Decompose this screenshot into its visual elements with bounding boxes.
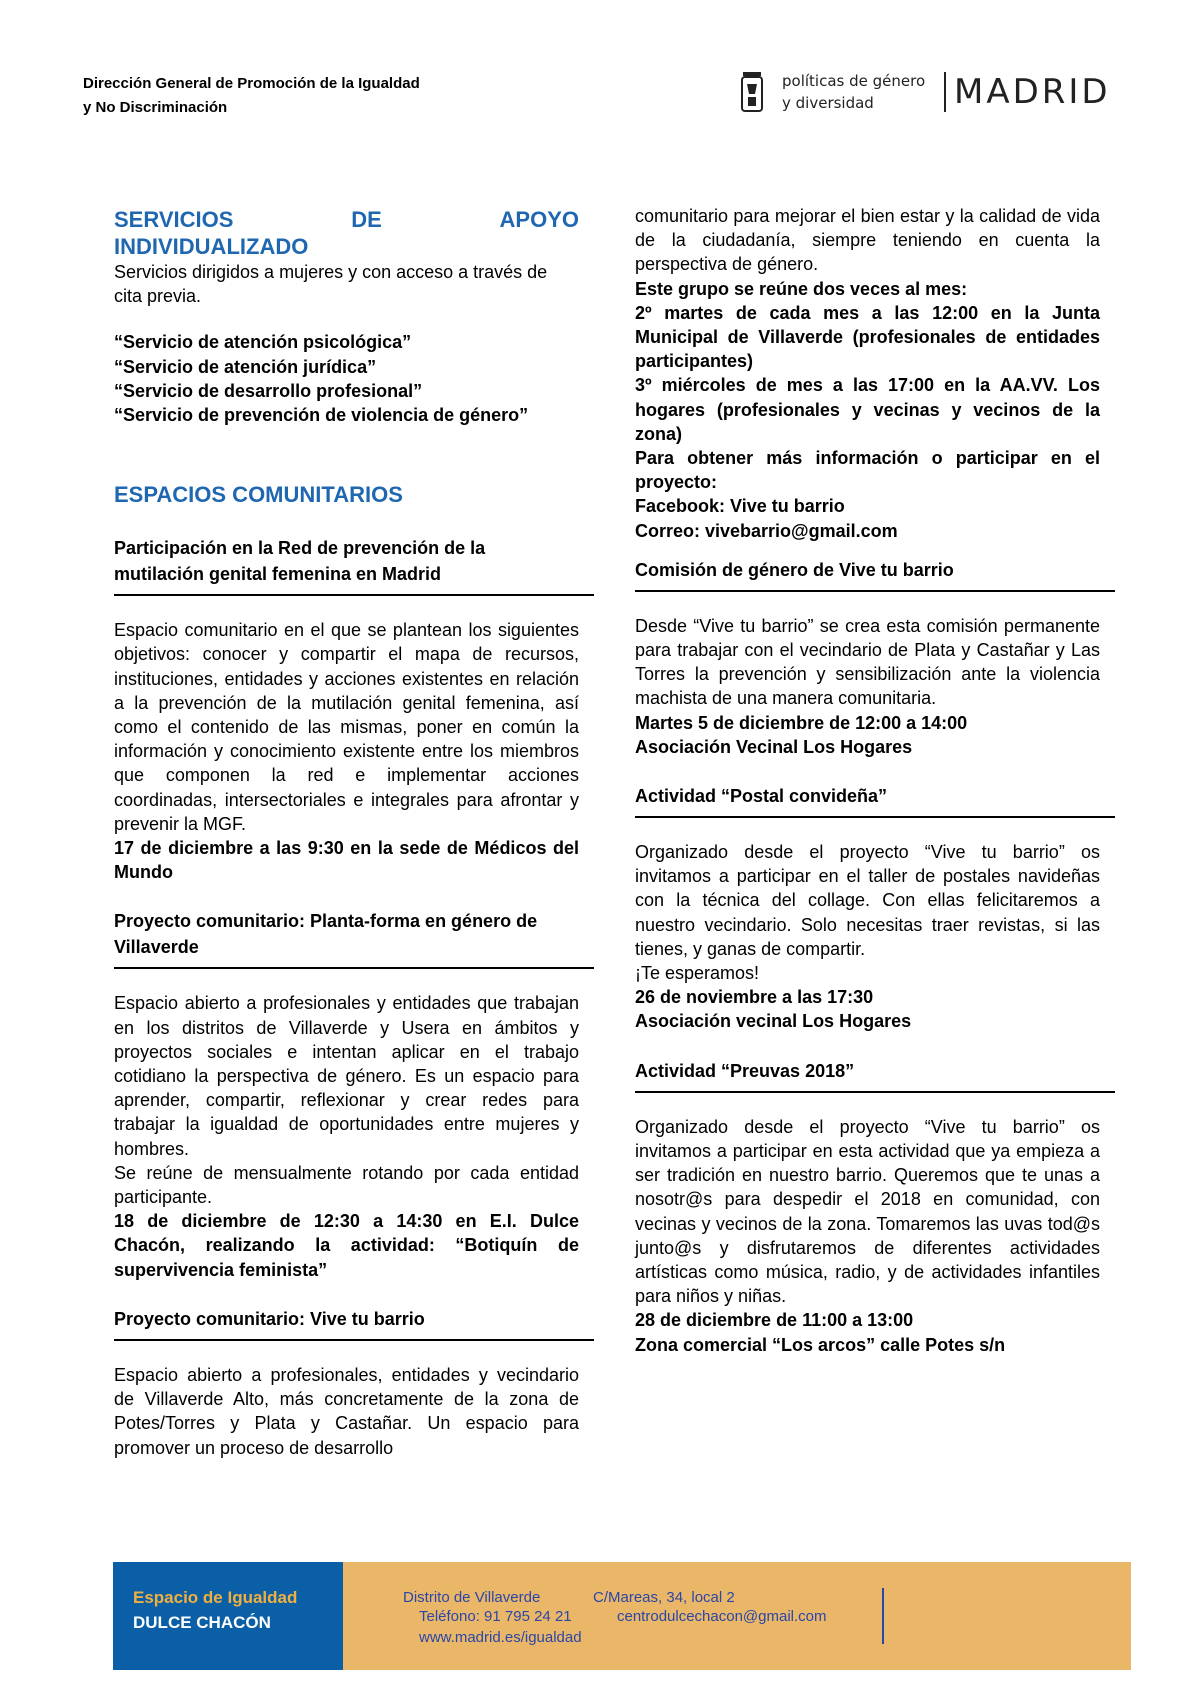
vive-facebook: Facebook: Vive tu barrio (635, 496, 845, 517)
footer-title-2: DULCE CHACÓN (133, 1613, 271, 1632)
footer-divider (882, 1588, 884, 1644)
divider (635, 590, 1115, 592)
footer-phone: Teléfono: 91 795 24 21 (419, 1608, 572, 1625)
comision-where: Asociación Vecinal Los Hogares (635, 736, 913, 757)
vive-meet-2: 3º miércoles de mes a las 17:00 en la AA.VV. Los hogares (profesionales y vecinas y vecinos de la zona) (635, 375, 1100, 444)
service-item: “Servicio de prevención de violencia de género” (114, 405, 529, 426)
red-body: Espacio comunitario en el que se plantean los siguientes objetivos: conocer y compartir el mapa de recursos, instituciones, entidades y acciones existentes en relación a la prevención de la mutilación genital femenina, así como el contenido de las mismas, poner en común la información y conocimiento existente entre los miembros que componen la red e implementar acciones coordinadas, intersectoriales e integrales para afrontar y prevenir la MGF. (114, 620, 579, 834)
vive-info: Para obtener más información o participar en el proyecto: (635, 448, 1100, 493)
preuvas-when: 28 de diciembre de 11:00 a 13:00 (635, 1310, 914, 1331)
red-when: 17 de diciembre a las 9:30 en la sede de Médicos del Mundo (114, 838, 579, 883)
vive-title: Proyecto comunitario: Vive tu barrio (114, 1308, 425, 1329)
vive-meet-1: 2º martes de cada mes a las 12:00 en la Junta Municipal de Villaverde (profesionales de entidades participantes) (635, 302, 1100, 372)
footer-web: www.madrid.es/igualdad (419, 1629, 582, 1646)
planta-title: Proyecto comunitario: Planta-forma en género de Villaverde (114, 911, 538, 958)
footer-district: Distrito de Villaverde (403, 1589, 541, 1606)
right-column (635, 204, 1100, 1357)
planta-body-2: Se reúne de mensualmente rotando por cada entidad participante. (114, 1162, 579, 1208)
red-title: Participación en la Red de prevención de la mutilación genital femenina en Madrid (114, 538, 486, 585)
postal-where: Asociación vecinal Los Hogares (635, 1011, 912, 1032)
vive-meet: Este grupo se reúne dos veces al mes: (635, 278, 968, 299)
logo-text-line-1: políticas de género (782, 72, 926, 90)
postal-when: 26 de noviembre a las 17:30 (635, 987, 874, 1008)
vive-body: Espacio abierto a profesionales, entidades y vecindario de Villaverde Alto, más concretamente de la zona de Potes/Torres y Plata y Castañar. Un espacio para promover un proceso de desarrollo (114, 1364, 579, 1458)
logo-text-line-2: y diversidad (782, 94, 874, 112)
footer-title-block (113, 1562, 343, 1670)
footer-banner (113, 1562, 1131, 1670)
planta-when: 18 de diciembre de 12:30 a 14:30 en E.I. Dulce Chacón, realizando la actividad: “Botiquín de supervivencia feminista” (114, 1211, 579, 1280)
left-column (114, 206, 579, 1460)
footer-address: C/Mareas, 34, local 2 (593, 1589, 735, 1606)
servicios-intro: Servicios dirigidos a mujeres y con acceso a través de cita previa. (114, 262, 548, 307)
comision-body: Desde “Vive tu barrio” se crea esta comisión permanente para trabajar con el vecindario de Plata y Castañar y Las Torres la prevención y sensibilización ante la violencia machista de una manera comunitaria. (635, 615, 1100, 709)
section-title-servicios: SERVICIOS DE APOYO (114, 207, 579, 232)
divider (114, 594, 594, 596)
comision-when: Martes 5 de diciembre de 12:00 a 14:00 (635, 712, 968, 733)
service-item: “Servicio de atención psicológica” (114, 332, 412, 353)
logo-text (782, 70, 925, 114)
service-item: “Servicio de desarrollo profesional” (114, 380, 423, 401)
org-line-1: Dirección General de Promoción de la Igualdad (83, 75, 420, 92)
vive-body-cont: comunitario para mejorar el bien estar y la calidad de vida de la ciudadanía, siempre teniendo en cuenta la perspectiva de género. (635, 206, 1100, 275)
divider (114, 967, 594, 969)
planta-body: Espacio abierto a profesionales y entidades que trabajan en los distritos de Villaverde y Usera en ámbitos y proyectos sociales e intentan aplicar en el trabajo cotidiano la perspectiva de género. Es un espacio para aprender, compartir, reflexionar y crear redes para trabajar la igualdad de oportunidades entre mujeres y hombres. (114, 993, 579, 1159)
org-line-2: y No Discriminación (83, 99, 228, 116)
footer-title-1: Espacio de Igualdad (133, 1588, 298, 1607)
logo-madrid-wordmark: MADRID (954, 72, 1111, 112)
postal-body: Organizado desde el proyecto “Vive tu barrio” os invitamos a participar en el taller de postales navideñas con la técnica del collage. Con ellas felicitaremos a nuestro vecindario. Solo necesitas traer revistas, si las tienes, y ganas de compartir. (635, 842, 1100, 959)
postal-body-2: ¡Te esperamos! (635, 963, 760, 984)
postal-title: Actividad “Postal convideña” (635, 786, 888, 807)
comision-title: Comisión de género de Vive tu barrio (635, 559, 954, 580)
logo-divider (944, 72, 946, 112)
preuvas-title: Actividad “Preuvas 2018” (635, 1060, 855, 1081)
organization-name (83, 72, 420, 120)
divider (114, 1339, 594, 1341)
divider (635, 816, 1115, 818)
preuvas-body: Organizado desde el proyecto “Vive tu barrio” os invitamos a participar en esta actividad que ya empieza a ser tradición en nuestro barrio. Queremos que te unas a nosotr@s para despedir el 2018 en comunidad, con vecinas y vecinos de la zona. Tomaremos las uvas tod@s junto@s y disfrutaremos de diferentes actividades artísticas como música, radio, y de actividades infantiles para niños y niñas. (635, 1116, 1100, 1307)
preuvas-where: Zona comercial “Los arcos” calle Potes s/n (635, 1334, 1006, 1355)
madrid-crest-icon (740, 70, 764, 114)
service-item: “Servicio de atención jurídica” (114, 356, 377, 377)
footer-email: centrodulcechacon@gmail.com (617, 1608, 827, 1625)
divider (635, 1091, 1115, 1093)
section-title-espacios: ESPACIOS COMUNITARIOS (114, 482, 403, 508)
section-title-servicios-cont: INDIVIDUALIZADO (114, 234, 309, 259)
vive-email: Correo: vivebarrio@gmail.com (635, 520, 898, 541)
